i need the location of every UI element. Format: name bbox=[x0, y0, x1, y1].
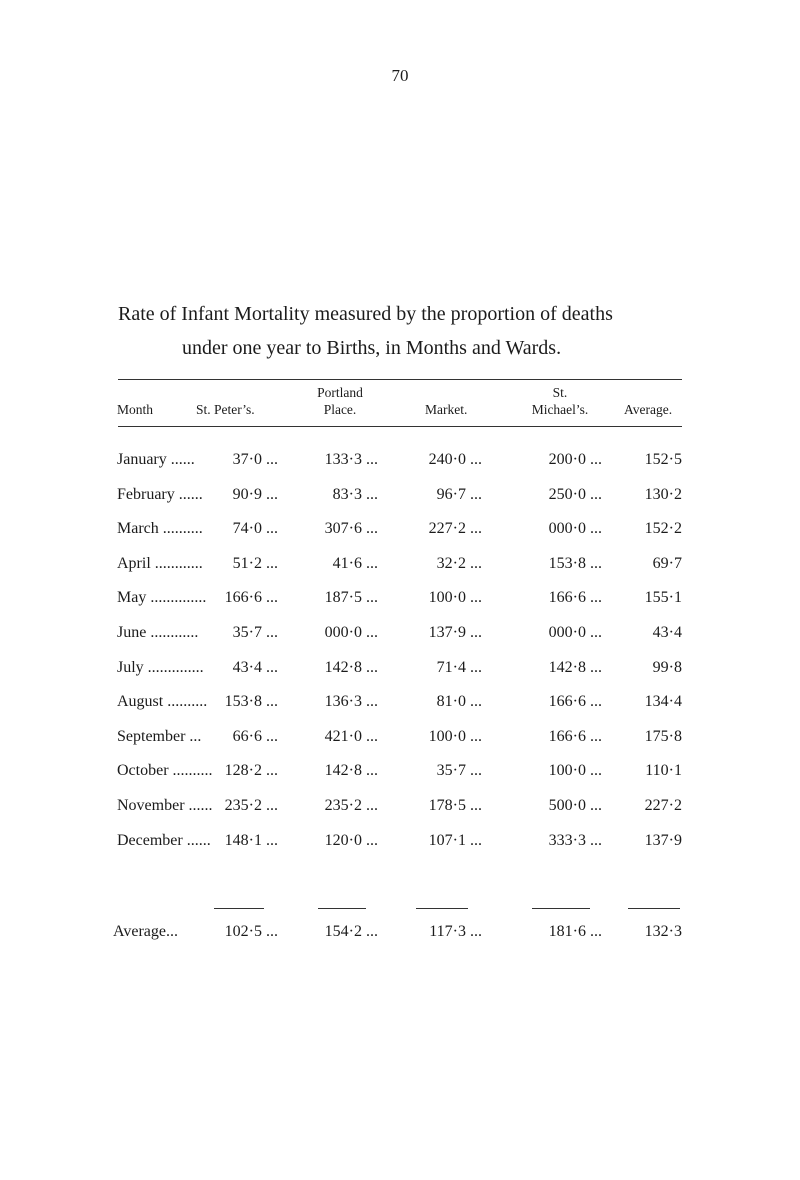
cell-st-peters: 37·0 bbox=[232, 451, 262, 468]
header-st-michaels bbox=[520, 384, 600, 418]
separator: ... bbox=[470, 658, 482, 676]
average-portland: 154·2 bbox=[324, 923, 362, 940]
header-st-peters: St. Peter’s. bbox=[196, 402, 255, 417]
month-cell bbox=[117, 448, 195, 472]
month-name: August bbox=[117, 693, 164, 711]
month-cell bbox=[117, 759, 213, 783]
cell-portland-place: 133·3 bbox=[324, 451, 362, 468]
cell-st-michaels: 200·0 bbox=[548, 451, 586, 468]
table-row bbox=[0, 656, 800, 680]
cell-average: 130·2 bbox=[644, 485, 682, 503]
cell-portland-place: 235·2 bbox=[324, 797, 362, 814]
header-portland bbox=[300, 384, 380, 418]
separator: ... bbox=[470, 589, 482, 607]
separator: ... bbox=[470, 451, 482, 468]
separator: ... bbox=[366, 831, 378, 849]
cell-st-peters: 43·4 bbox=[232, 658, 262, 676]
cell-st-peters: 35·7 bbox=[232, 624, 262, 641]
cell-st-peters: 235·2 bbox=[224, 797, 262, 814]
cell-st-michaels: 250·0 bbox=[548, 485, 586, 503]
cell-st-michaels: 153·8 bbox=[548, 554, 586, 572]
table-row bbox=[0, 725, 800, 749]
total-rule-portland bbox=[318, 908, 366, 909]
cell-st-peters: 166·6 bbox=[224, 589, 262, 607]
month-leader: .............. bbox=[147, 658, 204, 676]
cell-st-michaels: 166·6 bbox=[548, 727, 586, 745]
table-row bbox=[0, 448, 800, 472]
separator: ... bbox=[266, 658, 278, 676]
separator: ... bbox=[366, 520, 378, 538]
cell-st-michaels: 166·6 bbox=[548, 589, 586, 607]
cell-st-michaels: 000·0 bbox=[548, 520, 586, 538]
separator: ... bbox=[590, 520, 602, 538]
month-leader: ...... bbox=[178, 485, 203, 503]
separator: ... bbox=[366, 451, 378, 468]
table-row bbox=[0, 483, 800, 507]
month-cell bbox=[117, 656, 204, 680]
separator: ... bbox=[366, 624, 378, 641]
separator: ... bbox=[266, 624, 278, 641]
month-name: November bbox=[117, 797, 185, 814]
cell-average: 134·4 bbox=[644, 693, 682, 711]
cell-portland-place: 120·0 bbox=[324, 831, 362, 849]
header-portland-bottom: Place. bbox=[323, 402, 357, 417]
separator: ... bbox=[266, 727, 278, 745]
cell-st-peters: 128·2 bbox=[224, 762, 262, 780]
table-row bbox=[0, 759, 800, 783]
table-row bbox=[0, 552, 800, 576]
month-cell bbox=[117, 829, 211, 853]
month-cell bbox=[117, 794, 213, 818]
separator: ... bbox=[590, 923, 602, 940]
cell-st-michaels: 000·0 bbox=[548, 624, 586, 641]
separator: ... bbox=[590, 485, 602, 503]
cell-st-michaels: 166·6 bbox=[548, 693, 586, 711]
table-row bbox=[0, 690, 800, 714]
month-name: October bbox=[117, 762, 169, 780]
table-row bbox=[0, 621, 800, 645]
separator: ... bbox=[266, 520, 278, 538]
cell-market: 96·7 bbox=[436, 485, 466, 503]
cell-st-peters: 51·2 bbox=[232, 554, 262, 572]
cell-market: 81·0 bbox=[436, 693, 466, 711]
separator: ... bbox=[470, 923, 482, 940]
cell-portland-place: 136·3 bbox=[324, 693, 362, 711]
separator: ... bbox=[366, 589, 378, 607]
separator: ... bbox=[266, 589, 278, 607]
month-leader: ...... bbox=[186, 831, 211, 849]
cell-market: 240·0 bbox=[428, 451, 466, 468]
cell-market: 137·9 bbox=[428, 624, 466, 641]
separator: ... bbox=[590, 727, 602, 745]
separator: ... bbox=[590, 658, 602, 676]
separator: ... bbox=[590, 589, 602, 607]
month-leader: .............. bbox=[150, 589, 207, 607]
separator: ... bbox=[470, 485, 482, 503]
cell-portland-place: 307·6 bbox=[324, 520, 362, 538]
title-line-2: under one year to Births, in Months and Wards. bbox=[182, 337, 562, 359]
cell-market: 100·0 bbox=[428, 727, 466, 745]
header-average: Average. bbox=[624, 402, 673, 417]
separator: ... bbox=[266, 451, 278, 468]
cell-st-peters: 74·0 bbox=[232, 520, 262, 538]
cell-average: 227·2 bbox=[644, 797, 682, 814]
separator: ... bbox=[366, 485, 378, 503]
average-market: 117·3 bbox=[429, 923, 466, 940]
separator: ... bbox=[266, 797, 278, 814]
separator: ... bbox=[590, 762, 602, 780]
cell-market: 35·7 bbox=[436, 762, 466, 780]
table-row bbox=[0, 517, 800, 541]
cell-market: 71·4 bbox=[436, 658, 466, 676]
cell-average: 137·9 bbox=[644, 831, 682, 849]
cell-portland-place: 83·3 bbox=[332, 485, 362, 503]
month-cell bbox=[117, 552, 203, 576]
cell-st-peters: 153·8 bbox=[224, 693, 262, 711]
month-leader: .......... bbox=[162, 520, 203, 538]
average-row bbox=[0, 920, 800, 944]
separator: ... bbox=[590, 831, 602, 849]
table-row bbox=[0, 586, 800, 610]
total-rule-market bbox=[416, 908, 468, 909]
total-rule-average bbox=[628, 908, 680, 909]
cell-st-michaels: 142·8 bbox=[548, 658, 586, 676]
cell-market: 32·2 bbox=[436, 554, 466, 572]
separator: ... bbox=[266, 554, 278, 572]
cell-portland-place: 421·0 bbox=[324, 727, 362, 745]
separator: ... bbox=[470, 624, 482, 641]
month-cell bbox=[117, 483, 203, 507]
separator: ... bbox=[366, 727, 378, 745]
average-st-michaels: 181·6 bbox=[548, 923, 586, 940]
month-cell bbox=[117, 725, 201, 749]
month-name: May bbox=[117, 589, 147, 607]
cell-portland-place: 187·5 bbox=[324, 589, 362, 607]
month-cell bbox=[117, 586, 206, 610]
month-leader: ...... bbox=[188, 797, 213, 814]
separator: ... bbox=[590, 693, 602, 711]
month-name: April bbox=[117, 554, 151, 572]
cell-st-peters: 90·9 bbox=[232, 485, 262, 503]
table-row bbox=[0, 829, 800, 853]
cell-st-michaels: 333·3 bbox=[548, 831, 586, 849]
month-leader: .......... bbox=[167, 693, 208, 711]
separator: ... bbox=[470, 554, 482, 572]
total-rule-st-michaels bbox=[532, 908, 590, 909]
separator: ... bbox=[470, 762, 482, 780]
separator: ... bbox=[266, 923, 278, 940]
cell-portland-place: 41·6 bbox=[332, 554, 362, 572]
header-month: Month bbox=[117, 402, 154, 417]
separator: ... bbox=[366, 658, 378, 676]
month-name: January bbox=[117, 451, 167, 468]
separator: ... bbox=[366, 923, 378, 940]
cell-average: 69·7 bbox=[652, 554, 682, 572]
average-overall: 132·3 bbox=[644, 923, 682, 940]
separator: ... bbox=[266, 762, 278, 780]
table-title bbox=[118, 297, 718, 365]
month-name: June bbox=[117, 624, 147, 641]
month-leader: ............ bbox=[150, 624, 199, 641]
month-cell bbox=[117, 690, 207, 714]
separator: ... bbox=[266, 831, 278, 849]
separator: ... bbox=[470, 520, 482, 538]
cell-portland-place: 000·0 bbox=[324, 624, 362, 641]
average-label: Average... bbox=[113, 923, 178, 940]
header-portland-top: Portland bbox=[317, 385, 363, 400]
cell-market: 107·1 bbox=[428, 831, 466, 849]
separator: ... bbox=[590, 797, 602, 814]
month-name: February bbox=[117, 485, 175, 503]
separator: ... bbox=[366, 554, 378, 572]
cell-st-peters: 148·1 bbox=[224, 831, 262, 849]
separator: ... bbox=[366, 762, 378, 780]
separator: ... bbox=[266, 693, 278, 711]
month-cell bbox=[117, 517, 203, 541]
month-name: July bbox=[117, 658, 144, 676]
cell-average: 152·2 bbox=[644, 520, 682, 538]
cell-portland-place: 142·8 bbox=[324, 658, 362, 676]
cell-st-peters: 66·6 bbox=[232, 727, 262, 745]
total-rule-st-peters bbox=[214, 908, 264, 909]
cell-market: 100·0 bbox=[428, 589, 466, 607]
separator: ... bbox=[470, 831, 482, 849]
separator: ... bbox=[590, 624, 602, 641]
header-st-michaels-top: St. bbox=[552, 385, 568, 400]
month-name: December bbox=[117, 831, 183, 849]
cell-average: 99·8 bbox=[652, 658, 682, 676]
cell-st-michaels: 500·0 bbox=[548, 797, 586, 814]
separator: ... bbox=[590, 554, 602, 572]
month-leader: .......... bbox=[172, 762, 213, 780]
separator: ... bbox=[266, 485, 278, 503]
cell-average: 175·8 bbox=[644, 727, 682, 745]
cell-average: 110·1 bbox=[645, 762, 682, 780]
separator: ... bbox=[470, 797, 482, 814]
cell-st-michaels: 100·0 bbox=[548, 762, 586, 780]
month-cell bbox=[117, 621, 198, 645]
cell-average: 152·5 bbox=[644, 451, 682, 468]
cell-average: 43·4 bbox=[652, 624, 682, 641]
separator: ... bbox=[590, 451, 602, 468]
top-rule bbox=[118, 379, 682, 380]
header-st-michaels-bottom: Michael’s. bbox=[531, 402, 589, 417]
table-row bbox=[0, 794, 800, 818]
month-leader: ... bbox=[189, 727, 202, 745]
title-line-1: Rate of Infant Mortality measured by the proportion of deaths bbox=[118, 303, 613, 325]
month-name: March bbox=[117, 520, 159, 538]
cell-average: 155·1 bbox=[644, 589, 682, 607]
separator: ... bbox=[470, 693, 482, 711]
month-leader: ............ bbox=[154, 554, 203, 572]
month-name: September bbox=[117, 727, 186, 745]
separator: ... bbox=[366, 693, 378, 711]
header-market: Market. bbox=[425, 402, 468, 417]
cell-market: 227·2 bbox=[428, 520, 466, 538]
average-st-peters: 102·5 bbox=[224, 923, 262, 940]
separator: ... bbox=[366, 797, 378, 814]
header-rule bbox=[118, 426, 682, 427]
cell-portland-place: 142·8 bbox=[324, 762, 362, 780]
cell-market: 178·5 bbox=[428, 797, 466, 814]
month-leader: ...... bbox=[170, 451, 195, 468]
page-number: 70 bbox=[391, 66, 409, 85]
separator: ... bbox=[470, 727, 482, 745]
